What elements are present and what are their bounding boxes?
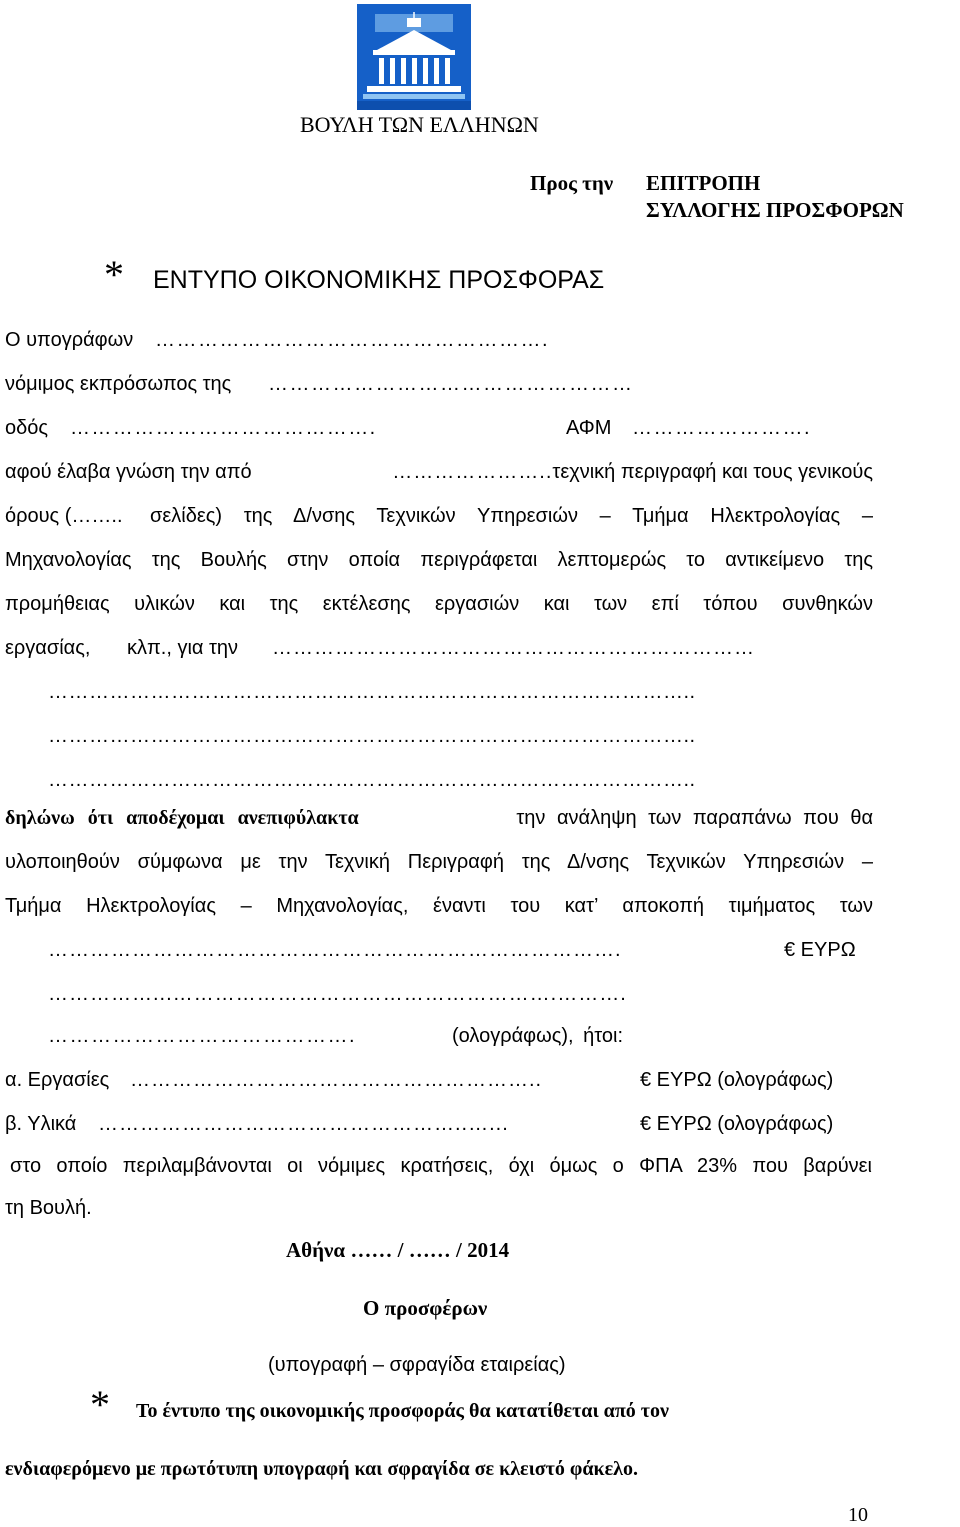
line5-text-a: όρους (……..: [5, 505, 123, 527]
declaration-rest: την ανάληψη των παραπάνω που θα: [516, 807, 873, 829]
amount-field: ……………………………………………………………………….: [48, 939, 622, 961]
signature-note: (υπογραφή – σφραγίδα εταιρείας): [268, 1354, 566, 1376]
tax-line-2: τη Βουλή.: [5, 1197, 92, 1219]
street-label: οδός: [5, 417, 49, 439]
afm-field: …………………….: [632, 417, 812, 439]
paragraph-line-6: Μηχανολογίας της Βουλής στην οποία περιγράφεται λεπτομερώς το αντικείμενο της: [5, 549, 873, 571]
representative-label: νόμιμος εκπρόσωπος της: [5, 373, 232, 395]
document-title: ΕΝΤΥΠΟ ΟΙΚΟΝΟΜΙΚΗΣ ΠΡΟΣΦΟΡΑΣ: [153, 266, 605, 294]
item-b-label: β. Υλικά: [5, 1113, 77, 1135]
title-asterisk: *: [104, 252, 124, 297]
declaration-line-1: [5, 806, 873, 830]
parliament-logo: [357, 4, 471, 110]
line8-text-b: κλπ., για την: [127, 637, 239, 659]
declaration-line-3: Τμήμα Ηλεκτρολογίας – Μηχανολογίας, έναντι του κατ’ αποκοπή τιμήματος των: [5, 895, 873, 917]
subject-dots-1: …………………………………………………………………………………..: [48, 681, 696, 703]
recipient-line-1: ΕΠΙΤΡΟΠΗ: [646, 171, 761, 195]
footnote-asterisk: *: [90, 1382, 110, 1427]
paragraph-line-7: προμήθειας υλικών και της εκτέλεσης εργασιών και των επί τόπου συνθηκών: [5, 593, 873, 615]
footnote-line-2: ενδιαφερόμενο με πρωτότυπη υπογραφή και σφραγίδα σε κλειστό φάκελο.: [5, 1458, 638, 1480]
line8-text-a: εργασίας,: [5, 637, 91, 659]
amount-words-label: (ολογράφως), ήτοι:: [452, 1025, 624, 1047]
item-b-field: ……………………………………………..…...: [98, 1113, 509, 1135]
street-field: …………………………………….: [70, 417, 377, 439]
signer-field: ……………………………………………….: [155, 329, 550, 351]
line5-text-b: σελίδες) της Δ/νσης Τεχνικών Υπηρεσιών – Τμήμα Ηλεκτρολογίας –: [150, 505, 873, 527]
bidder-label: Ο προσφέρων: [363, 1296, 488, 1320]
subject-dots-3: …………………………………………………………………………………..: [48, 769, 696, 791]
tax-line-1: στο οποίο περιλαμβάνονται οι νόμιμες κρατήσεις, όχι όμως ο ΦΠΑ 23% που βαρύνει: [10, 1155, 872, 1177]
signer-label: Ο υπογράφων: [5, 329, 134, 351]
item-a-suffix: € ΕΥΡΩ (ολογράφως): [640, 1069, 834, 1091]
parliament-building-icon: [357, 4, 471, 110]
subject-field: ……………………………………………………………: [272, 637, 755, 659]
line4-text-a: αφού έλαβα γνώση την από: [5, 461, 252, 483]
representative-field: ……………………………………………: [268, 373, 634, 395]
line4-group: [392, 460, 873, 484]
recipient-line-2: ΣΥΛΛΟΓΗΣ ΠΡΟΣΦΟΡΩΝ: [646, 198, 904, 222]
amount-words-field-2: …………………………………….: [48, 1025, 357, 1047]
item-a-label: α. Εργασίες: [5, 1069, 110, 1091]
line4-text-b: τεχνική περιγραφή και τους γενικούς: [552, 461, 873, 483]
date-line: Αθήνα …… / …… / 2014: [286, 1238, 510, 1262]
recipient-label: Προς την: [530, 171, 614, 195]
subject-dots-2: …………………………………………………………………………………..: [48, 725, 696, 747]
amount-currency: € ΕΥΡΩ: [784, 939, 856, 961]
afm-label: ΑΦΜ: [566, 417, 612, 439]
institution-name: ΒΟΥΛΗ ΤΩΝ ΕΛΛΗΝΩΝ: [300, 112, 539, 137]
declaration-bold: δηλώνω ότι αποδέχομαι ανεπιφύλακτα: [5, 807, 359, 829]
page-number: 10: [848, 1504, 868, 1526]
date-field: …………………..: [392, 461, 553, 483]
footnote-line-1: Το έντυπο της οικονομικής προσφοράς θα κατατίθεται από τον: [136, 1400, 669, 1422]
item-a-field: …………………………………………………..: [130, 1069, 543, 1091]
amount-words-field-1: ……………...……………………………………………….……….: [48, 983, 627, 1005]
declaration-line-2: υλοποιηθούν σύμφωνα με την Τεχνική Περιγραφή της Δ/νσης Τεχνικών Υπηρεσιών –: [5, 851, 873, 873]
paragraph-line-4: [5, 460, 873, 484]
item-b-suffix: € ΕΥΡΩ (ολογράφως): [640, 1113, 834, 1135]
